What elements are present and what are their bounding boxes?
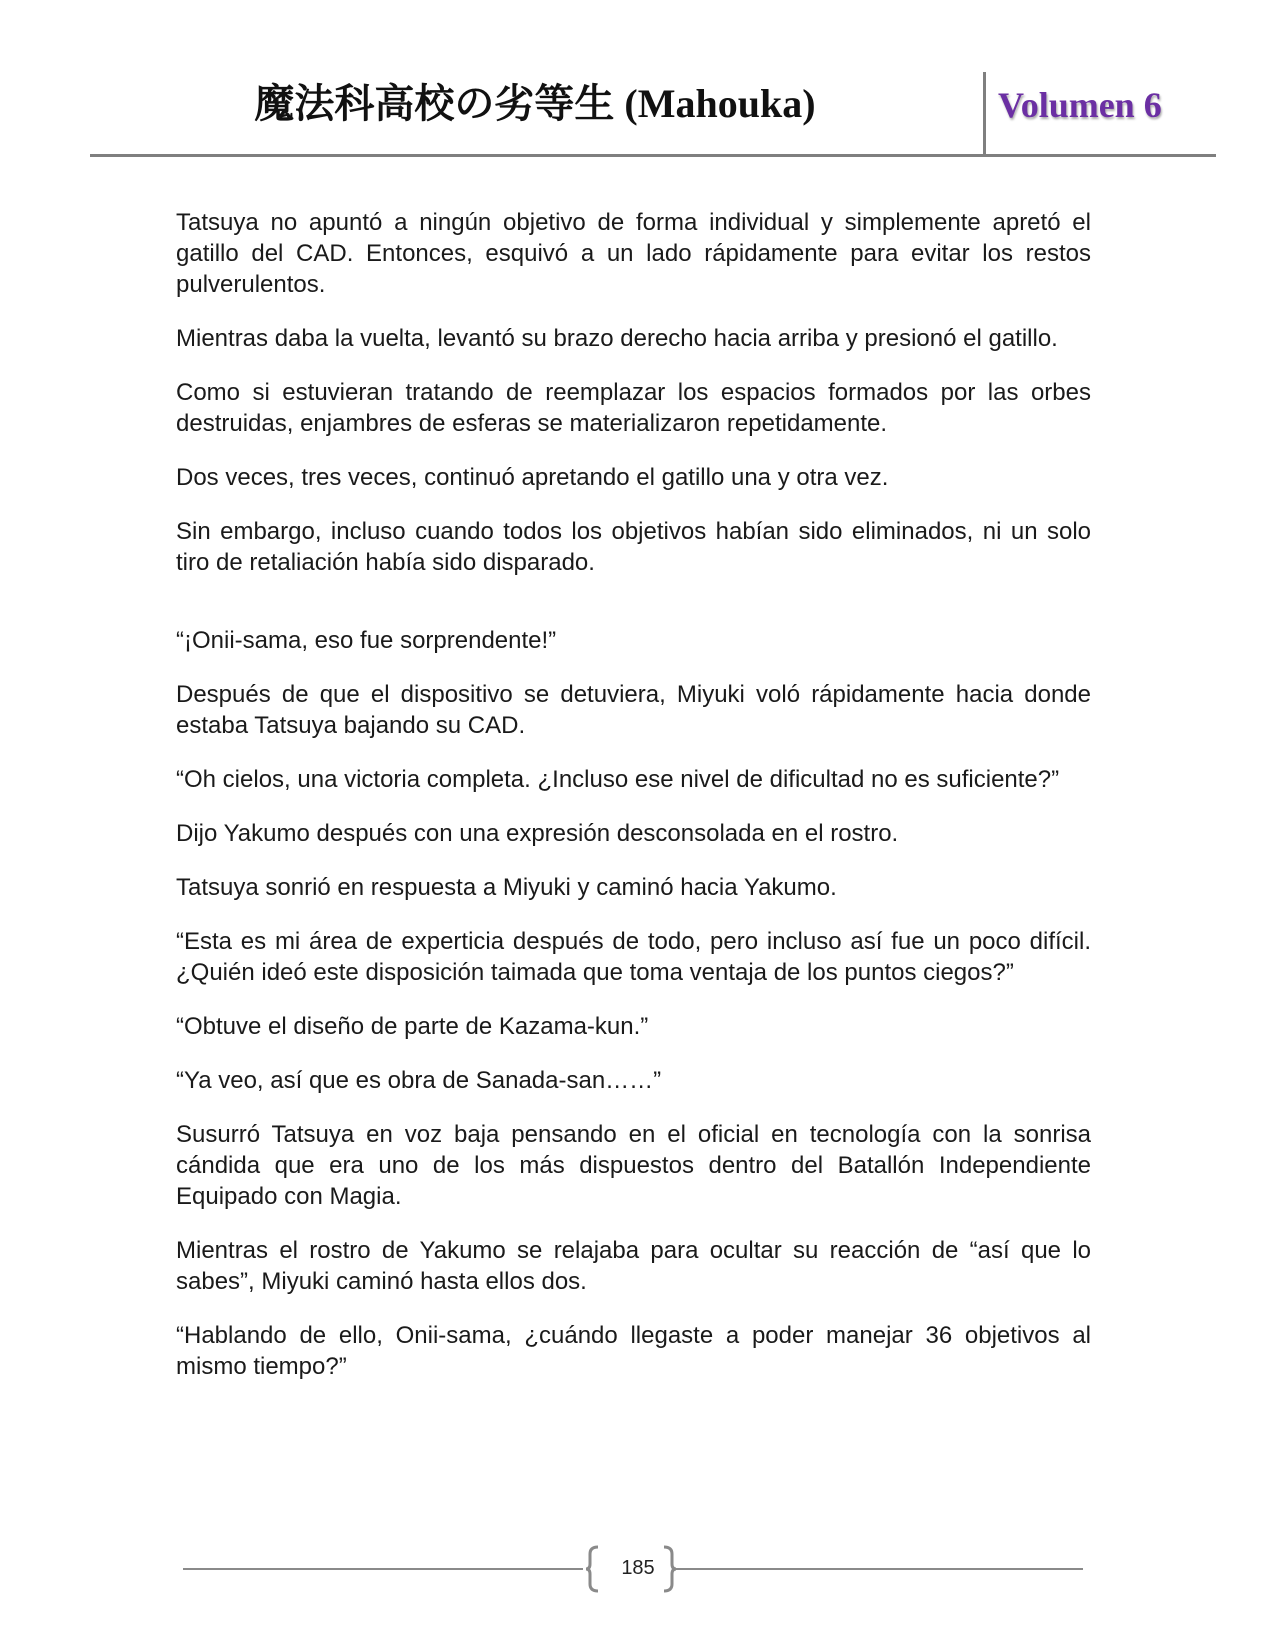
paragraph: Susurró Tatsuya en voz baja pensando en el oficial en tecnología con la sonrisa cándida que era uno de los más dispuestos dentro del Batallón Independiente Equipado con Magia.: [176, 1121, 1091, 1210]
paragraph: “Ya veo, así que es obra de Sanada-san……”: [176, 1067, 662, 1094]
paragraph: “Hablando de ello, Onii-sama, ¿cuándo llegaste a poder manejar 36 objetivos al mismo tiempo?”: [176, 1322, 1091, 1380]
body-text: [176, 207, 1091, 1405]
page-number: 185: [621, 1557, 655, 1579]
paragraph: Dijo Yakumo después con una expresión desconsolada en el rostro.: [176, 820, 899, 847]
paragraph: Como si estuvieran tratando de reemplazar los espacios formados por las orbes destruidas, enjambres de esferas se materializaron repetidamente.: [176, 379, 1091, 437]
paragraph: “Obtuve el diseño de parte de Kazama-kun.”: [176, 1013, 649, 1040]
paragraph: Mientras el rostro de Yakumo se relajaba para ocultar su reacción de “así que lo sabes”, Miyuki caminó hasta ellos dos.: [176, 1237, 1091, 1295]
paragraph: Tatsuya no apuntó a ningún objetivo de forma individual y simplemente apretó el gatillo del CAD. Entonces, esquivó a un lado rápidamente para evitar los restos pulverulentos.: [176, 209, 1091, 298]
paragraph: Sin embargo, incluso cuando todos los objetivos habían sido eliminados, ni un solo tiro de retaliación había sido disparado.: [176, 518, 1091, 576]
footer-rule-left: [183, 1568, 583, 1570]
paragraph: Mientras daba la vuelta, levantó su brazo derecho hacia arriba y presionó el gatillo.: [176, 325, 1058, 352]
header-rule: [90, 154, 1216, 157]
header-divider: [983, 72, 986, 154]
paragraph: “Esta es mi área de experticia después de todo, pero incluso así fue un poco difícil. ¿Quién ideó este disposición taimada que toma ventaja de los puntos ciegos?”: [176, 928, 1091, 986]
volume-label: Volumen 6: [998, 85, 1162, 125]
left-brace-icon: [584, 1544, 602, 1594]
paragraph: “Oh cielos, una victoria completa. ¿Incluso ese nivel de dificultad no es suficiente?”: [176, 766, 1060, 793]
paragraph: Tatsuya sonrió en respuesta a Miyuki y caminó hacia Yakumo.: [176, 874, 837, 901]
paragraph: “¡Onii-sama, eso fue sorprendente!”: [176, 627, 557, 654]
paragraph: Después de que el dispositivo se detuviera, Miyuki voló rápidamente hacia donde estaba Tatsuya bajando su CAD.: [176, 681, 1091, 739]
footer-rule-right: [673, 1568, 1083, 1570]
paragraph: Dos veces, tres veces, continuó apretando el gatillo una y otra vez.: [176, 464, 889, 491]
page-header-title: 魔法科高校の劣等生 (Mahouka): [254, 81, 816, 126]
